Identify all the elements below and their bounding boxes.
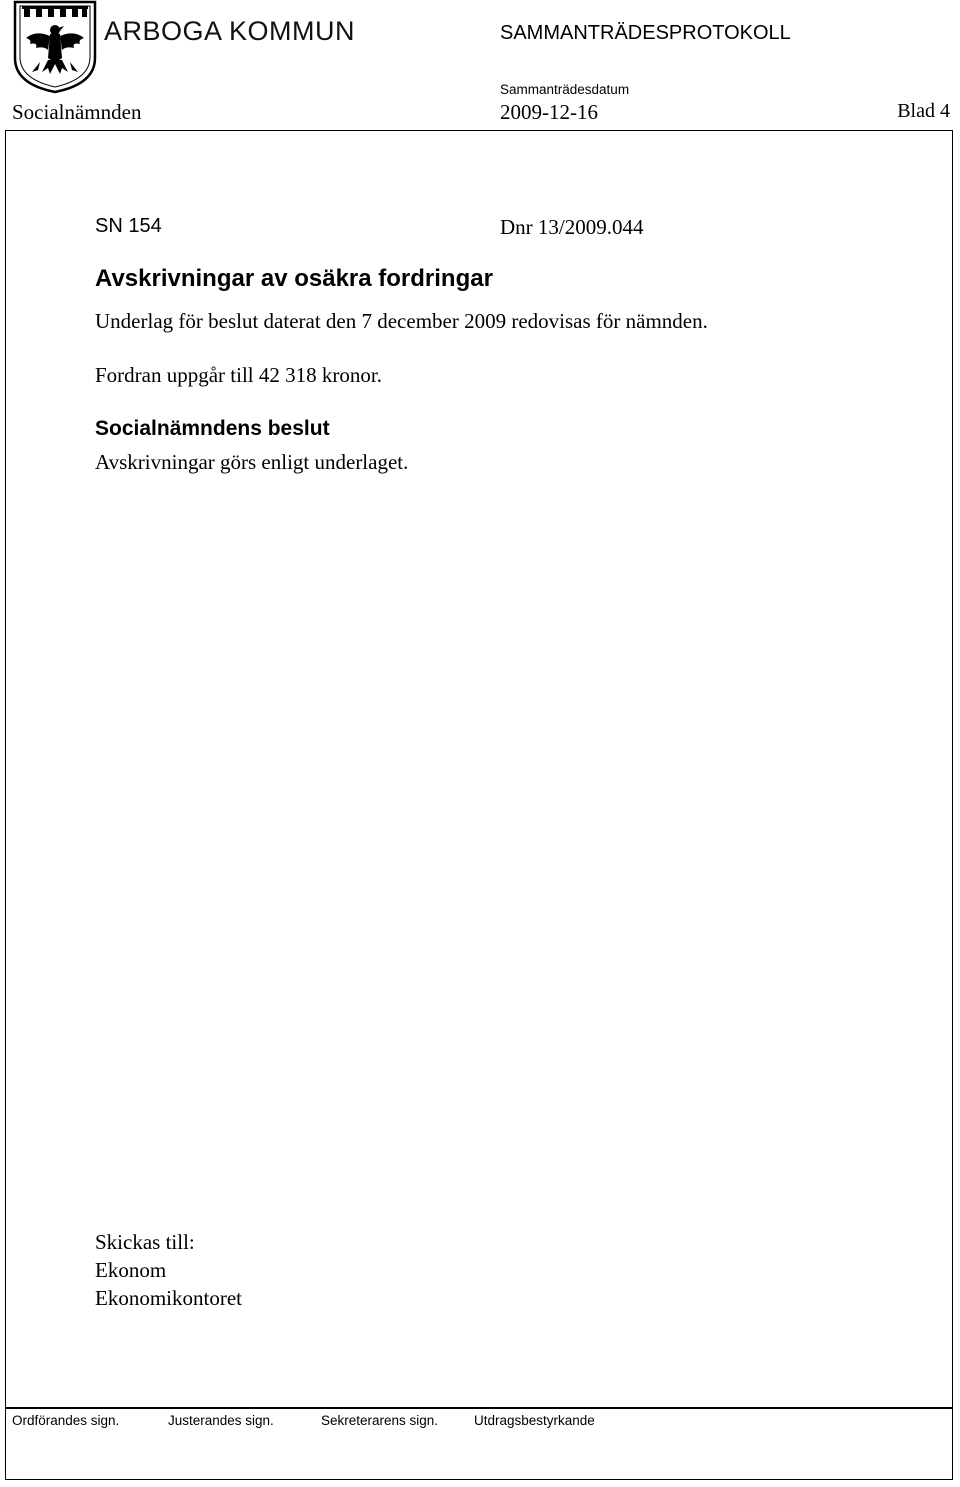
signature-divider — [5, 1407, 953, 1409]
document-type: SAMMANTRÄDESPROTOKOLL — [500, 22, 791, 44]
meeting-date-label: Sammanträdesdatum — [500, 82, 630, 97]
secretary-signature-label: Sekreterarens sign. — [321, 1413, 439, 1428]
committee-name: Socialnämnden — [12, 100, 142, 124]
coat-of-arms-eagle-icon — [12, 0, 98, 94]
paragraph-amount: Fordran uppgår till 42 318 kronor. — [95, 363, 382, 387]
send-to-block — [95, 1228, 242, 1312]
decision-text: Avskrivningar görs enligt underlaget. — [95, 450, 409, 474]
certified-extract-label: Utdragsbestyrkande — [474, 1413, 595, 1428]
registration-number: Dnr 13/2009.044 — [500, 215, 644, 239]
recipient: Ekonomikontoret — [95, 1286, 242, 1310]
adjuster-signature-label: Justerandes sign. — [168, 1413, 274, 1428]
recipient: Ekonom — [95, 1258, 167, 1282]
municipality-name: ARBOGA KOMMUN — [104, 16, 356, 46]
send-to-label: Skickas till: — [95, 1230, 195, 1254]
meeting-date: 2009-12-16 — [500, 100, 598, 124]
item-title: Avskrivningar av osäkra fordringar — [95, 265, 493, 292]
case-number: SN 154 — [95, 215, 162, 237]
decision-heading: Socialnämndens beslut — [95, 417, 330, 440]
chair-signature-label: Ordförandes sign. — [12, 1413, 120, 1428]
page-number: Blad 4 — [897, 100, 950, 122]
paragraph-basis: Underlag för beslut daterat den 7 december 2009 redovisas för nämnden. — [95, 309, 708, 333]
